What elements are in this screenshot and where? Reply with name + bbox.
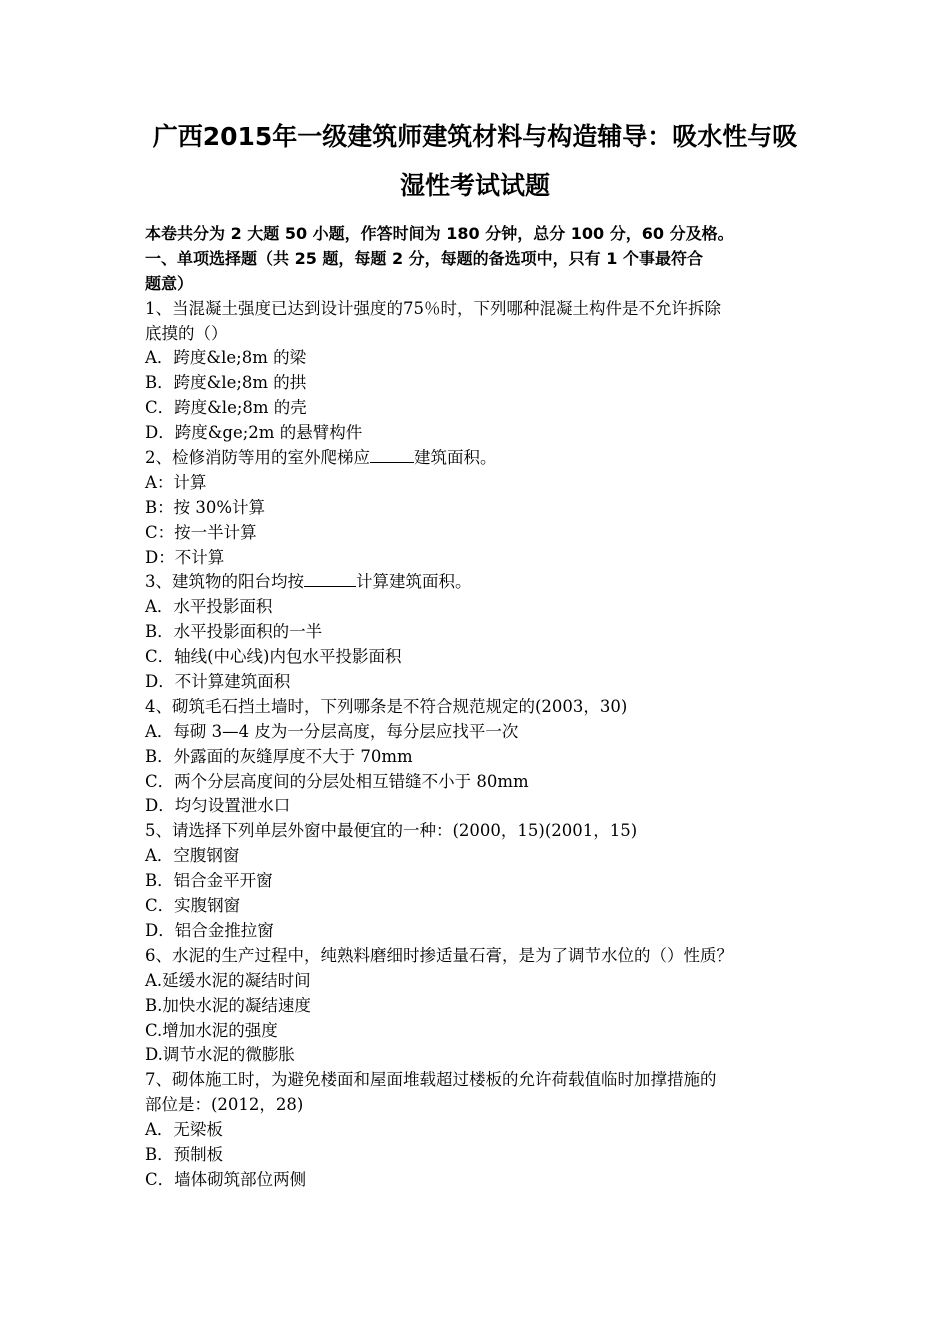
option-b: B：按 30%计算 xyxy=(145,497,266,517)
option-d: D．均匀设置泄水口 xyxy=(145,796,291,816)
question-3 xyxy=(145,570,815,694)
option-a: A．空腹钢窗 xyxy=(145,846,240,866)
option-c: C．轴线(中心线)内包水平投影面积 xyxy=(145,647,402,667)
option-c: C：按一半计算 xyxy=(145,522,257,542)
option-c: C．跨度&le;8m 的壳 xyxy=(145,398,307,418)
option-d: D：不计算 xyxy=(145,547,225,567)
question-6 xyxy=(145,944,815,1068)
option-c: C.增加水泥的强度 xyxy=(145,1020,278,1040)
option-d: D．跨度&ge;2m 的悬臂构件 xyxy=(145,423,363,443)
fill-in-blank xyxy=(370,446,414,463)
option-b: B．水平投影面积的一半 xyxy=(145,622,323,642)
document-body xyxy=(145,222,815,1193)
question-1 xyxy=(145,297,815,446)
option-c: C．墙体砌筑部位两侧 xyxy=(145,1169,307,1189)
option-b: B.加快水泥的凝结速度 xyxy=(145,995,311,1015)
question-stem: 1、当混凝土强度已达到设计强度的75％时，下列哪种混凝土构件是不允许拆除 xyxy=(145,298,721,318)
question-4 xyxy=(145,695,815,819)
document-title-line-1: 广西2015年一级建筑师建筑材料与构造辅导：吸水性与吸 xyxy=(152,122,798,151)
option-b: B．跨度&le;8m 的拱 xyxy=(145,373,307,393)
section-heading: 一、单项选择题（共 25 题，每题 2 分，每题的备选项中，只有 1 个事最符合 xyxy=(145,248,703,268)
option-a: A：计算 xyxy=(145,472,207,492)
option-a: A．每砌 3—4 皮为一分层高度，每分层应找平一次 xyxy=(145,721,519,741)
exam-intro: 本卷共分为 2 大题 50 小题，作答时间为 180 分钟，总分 100 分，60 分及格。 xyxy=(145,224,734,243)
document-title-line-2: 湿性考试试题 xyxy=(399,171,550,200)
question-stem: 6、水泥的生产过程中，纯熟料磨细时掺适量石膏，是为了调节水位的（）性质？ xyxy=(145,945,733,965)
option-a: A．跨度&le;8m 的梁 xyxy=(145,348,307,368)
question-stem-continued: 底摸的（） xyxy=(145,323,228,343)
question-5 xyxy=(145,819,815,943)
fill-in-blank xyxy=(304,570,356,587)
question-stem: 4、砌筑毛石挡土墙时，下列哪条是不符合规范规定的(2003，30) xyxy=(145,696,628,716)
stem-text-after-blank: 建筑面积。 xyxy=(414,448,497,468)
stem-text-before-blank: 3、建筑物的阳台均按 xyxy=(145,572,304,592)
option-d: D．不计算建筑面积 xyxy=(145,672,291,692)
question-stem xyxy=(145,446,815,471)
option-b: B．预制板 xyxy=(145,1144,224,1164)
option-d: D.调节水泥的微膨胀 xyxy=(145,1045,295,1065)
question-2 xyxy=(145,446,815,570)
stem-text-before-blank: 2、检修消防等用的室外爬梯应 xyxy=(145,448,370,468)
question-stem: 7、砌体施工时，为避免楼面和屋面堆载超过楼板的允许荷载值临时加撑措施的 xyxy=(145,1070,717,1090)
question-stem xyxy=(145,570,815,595)
option-a: A．无梁板 xyxy=(145,1120,223,1140)
option-d: D．铝合金推拉窗 xyxy=(145,920,274,940)
section-heading-continued: 题意） xyxy=(145,273,194,293)
option-b: B．铝合金平开窗 xyxy=(145,871,273,891)
option-c: C．两个分层高度间的分层处相互错缝不小于 80mm xyxy=(145,771,529,791)
question-stem: 5、请选择下列单层外窗中最便宜的一种：(2000，15)(2001，15) xyxy=(145,821,638,841)
option-b: B．外露面的灰缝厚度不大于 70mm xyxy=(145,746,413,766)
option-a: A.延缓水泥的凝结时间 xyxy=(145,970,311,990)
question-stem-continued: 部位是：(2012，28) xyxy=(145,1095,304,1115)
stem-text-after-blank: 计算建筑面积。 xyxy=(356,572,472,592)
option-a: A．水平投影面积 xyxy=(145,597,273,617)
question-7 xyxy=(145,1068,815,1192)
option-c: C．实腹钢窗 xyxy=(145,896,241,916)
